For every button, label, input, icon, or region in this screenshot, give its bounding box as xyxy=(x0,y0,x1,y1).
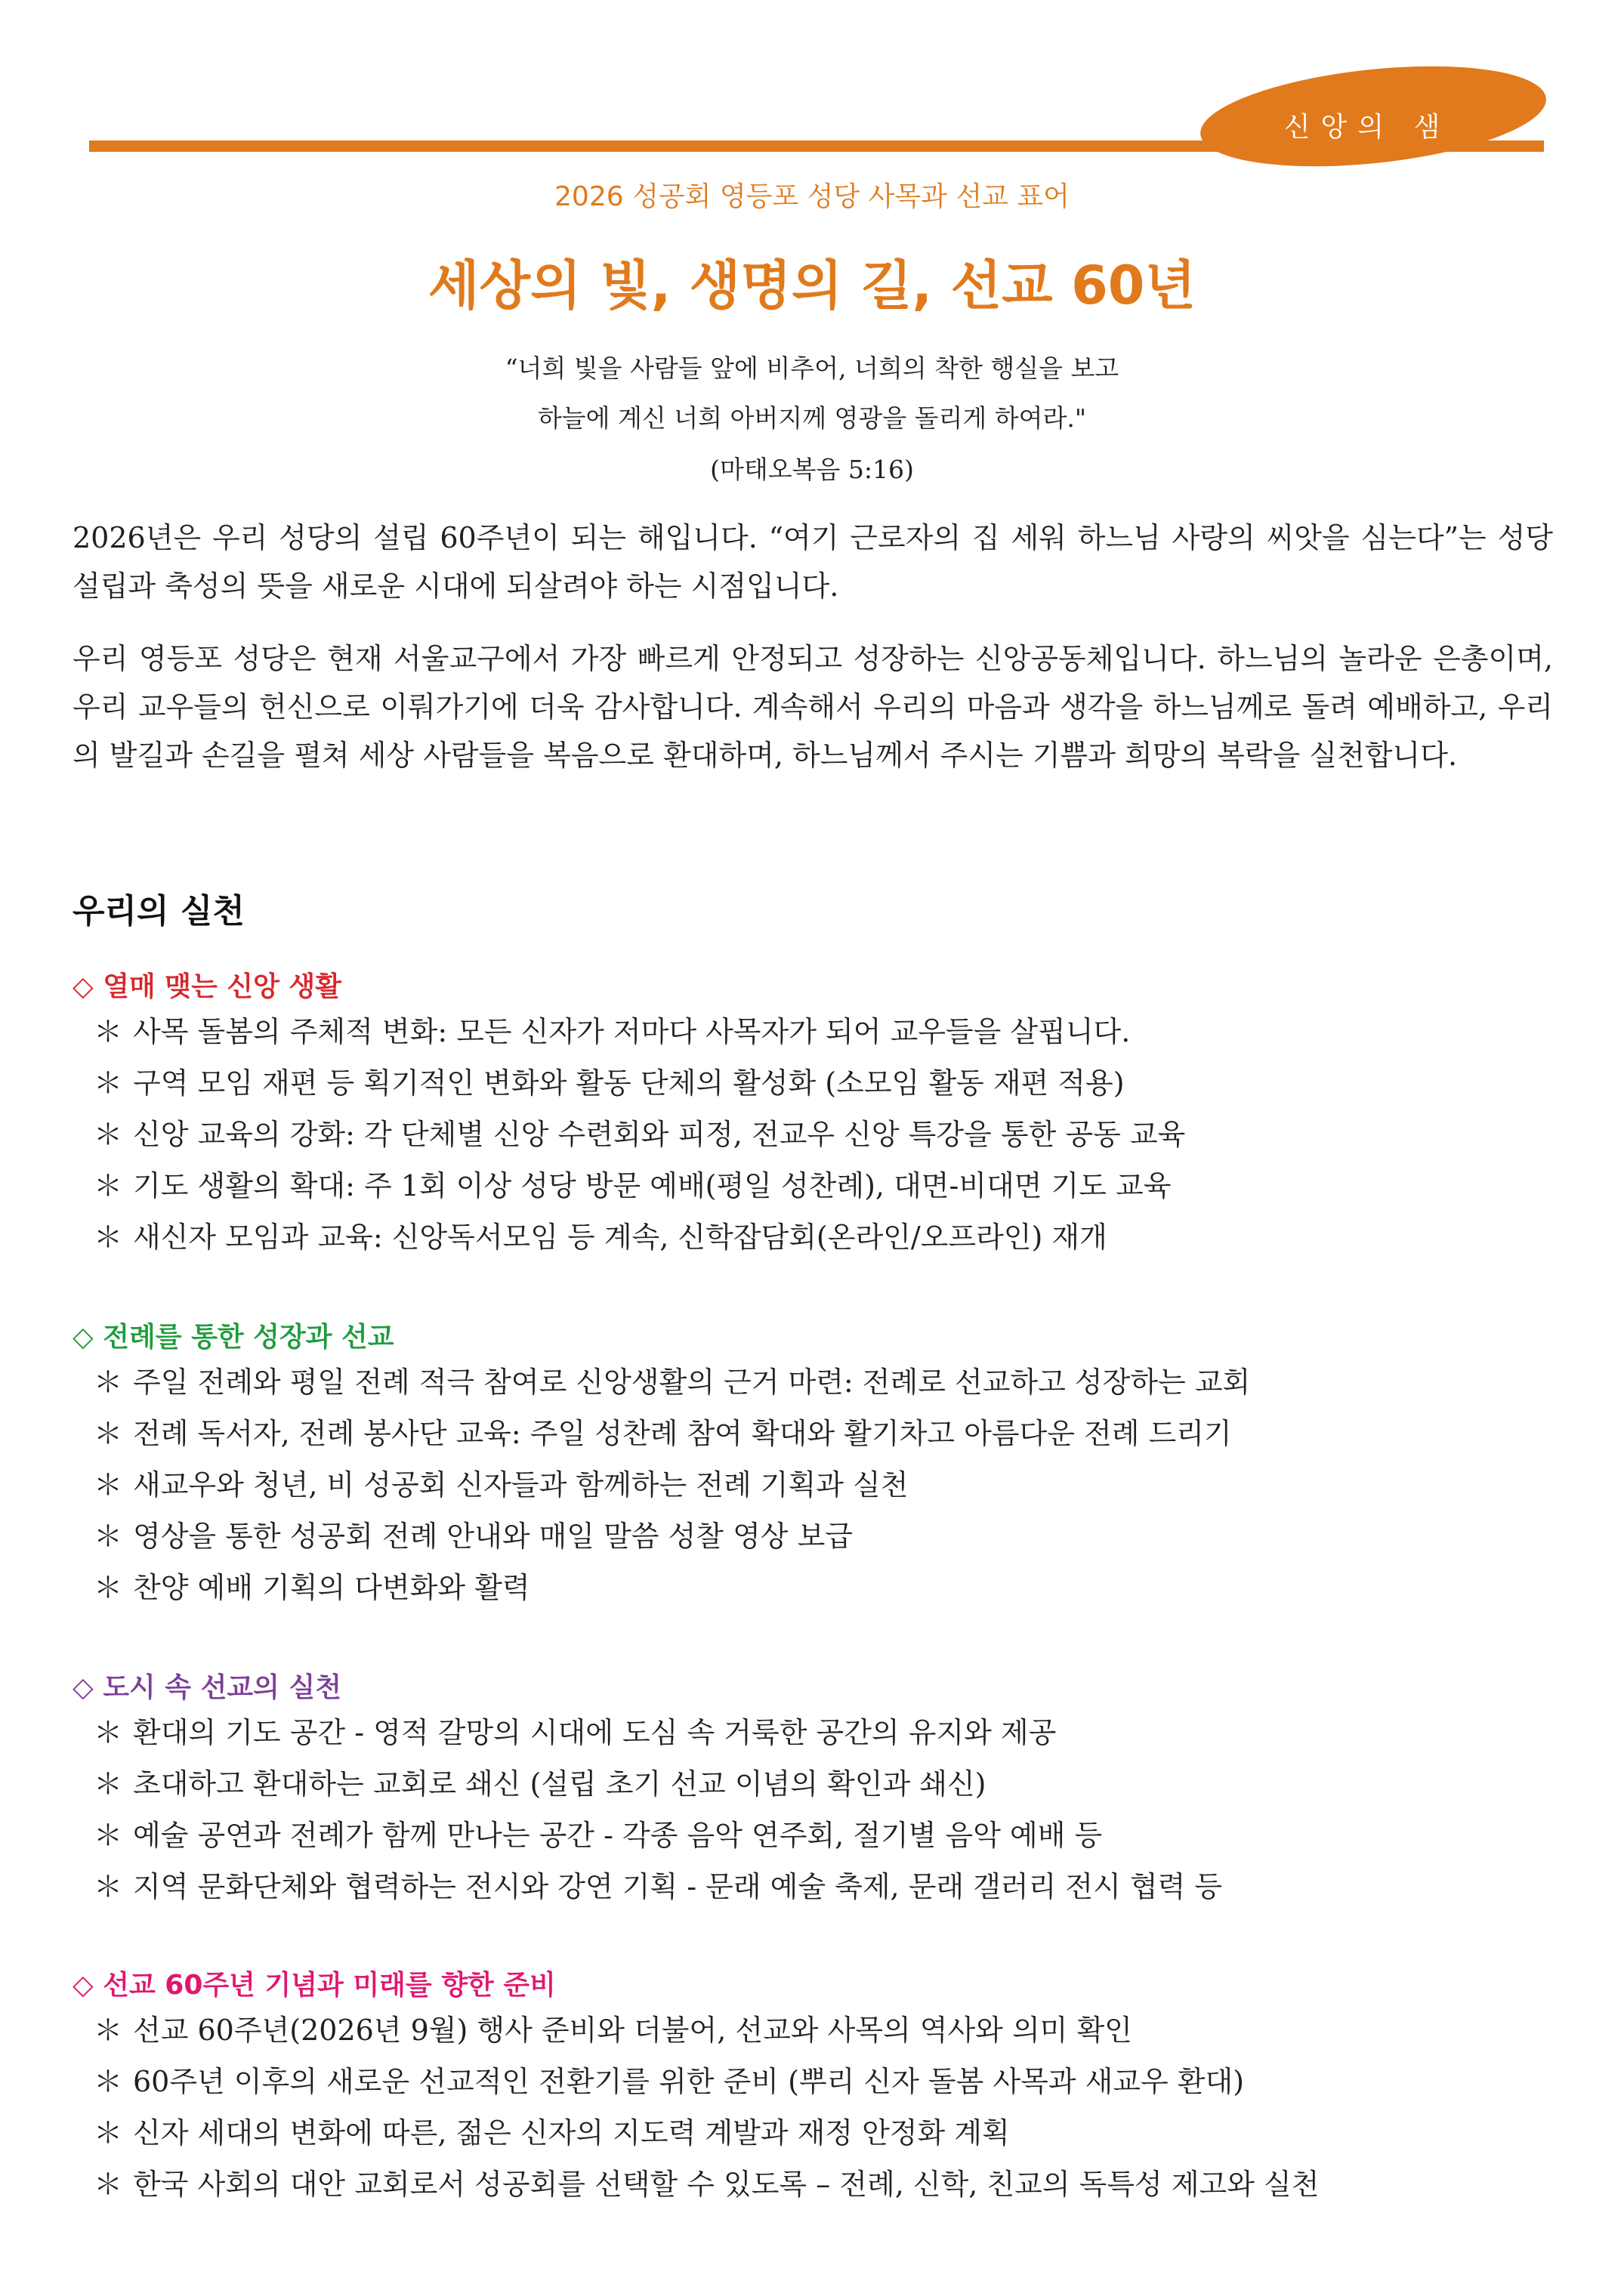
list-item: ＊ 기도 생활의 확대: 주 1회 이상 성당 방문 예배(평일 성찬례), 대면-비대면 기도 교육 xyxy=(73,1160,1553,1211)
group-title: ◇ 선교 60주년 기념과 미래를 향한 준비 xyxy=(73,1970,556,2001)
list-item: ＊ 찬양 예배 기획의 다변화와 활력 xyxy=(73,1562,1553,1613)
asterisk-bullet-icon: ＊ xyxy=(94,2065,123,2098)
body-paragraph: 우리 영등포 성당은 현재 서울교구에서 가장 빠르게 안정되고 성장하는 신앙공동체입니다. 하느님의 놀라운 은총이며, 우리 교우들의 헌신으로 이뤄가기에 더욱 감사합니다. 계속해서 우리의 마음과 생각을 하느님께로 돌려 예배하고, 우리의 발길과 손길을 펼쳐 세상 사람들을 복음으로 환대하며, 하느님께서 주시는 기쁨과 희망의 복락을 실천합니다. xyxy=(73,642,1553,772)
list-item: ＊ 새교우와 청년, 비 성공회 신자들과 함께하는 전례 기획과 실천 xyxy=(73,1459,1553,1511)
scripture-source: (마태오복음 5:16) xyxy=(710,455,914,484)
list-item: ＊ 전례 독서자, 전례 봉사단 교육: 주일 성찬례 참여 확대와 활기차고 아름다운 전례 드리기 xyxy=(73,1408,1553,1459)
list-item: ＊ 구역 모임 재편 등 획기적인 변화와 활동 단체의 활성화 (소모임 활동 재편 적용) xyxy=(73,1057,1553,1109)
scripture-quote-line2: 하늘에 계신 너희 아버지께 영광을 돌리게 하여라." xyxy=(537,403,1087,433)
asterisk-bullet-icon: ＊ xyxy=(94,1118,123,1151)
practice-group-urban-mission xyxy=(73,1669,1553,1912)
practice-group-faith xyxy=(73,968,1553,1263)
asterisk-bullet-icon: ＊ xyxy=(94,1366,123,1399)
asterisk-bullet-icon: ＊ xyxy=(94,1819,123,1852)
intro-paragraph: 2026년은 우리 성당의 설립 60주년이 되는 해입니다. “여기 근로자의 집 세워 하느님 사랑의 씨앗을 심는다”는 성당 설립과 축성의 뜻을 새로운 시대에 되살려야 하는 시점입니다. xyxy=(73,521,1553,603)
scripture-quote-line1: “너희 빛을 사람들 앞에 비추어, 너희의 착한 행실을 보고 xyxy=(505,353,1119,383)
page-subtitle: 2026 성공회 영등포 성당 사목과 선교 표어 xyxy=(554,181,1070,212)
asterisk-bullet-icon: ＊ xyxy=(94,1169,123,1202)
list-item: ＊ 한국 사회의 대안 교회로서 성공회를 선택할 수 있도록 – 전례, 신학, 친교의 독특성 제고와 실천 xyxy=(73,2159,1553,2210)
asterisk-bullet-icon: ＊ xyxy=(94,2014,123,2047)
list-item: ＊ 환대의 기도 공간 - 영적 갈망의 시대에 도심 속 거룩한 공간의 유지와 제공 xyxy=(73,1707,1553,1758)
list-item: ＊ 신앙 교육의 강화: 각 단체별 신앙 수련회와 피정, 전교우 신앙 특강을 통한 공동 교육 xyxy=(73,1109,1553,1160)
list-item: ＊ 신자 세대의 변화에 따른, 젊은 신자의 지도력 계발과 재정 안정화 계획 xyxy=(73,2107,1553,2159)
practice-group-liturgy xyxy=(73,1319,1553,1613)
asterisk-bullet-icon: ＊ xyxy=(94,1221,123,1254)
asterisk-bullet-icon: ＊ xyxy=(94,1066,123,1100)
section-badge-label: 신앙의 샘 xyxy=(1283,112,1451,143)
asterisk-bullet-icon: ＊ xyxy=(94,1571,123,1604)
group-title: ◇ 전례를 통한 성장과 선교 xyxy=(73,1322,394,1353)
asterisk-bullet-icon: ＊ xyxy=(94,2116,123,2150)
asterisk-bullet-icon: ＊ xyxy=(94,1468,123,1502)
list-item: ＊ 초대하고 환대하는 교회로 쇄신 (설립 초기 선교 이념의 확인과 쇄신) xyxy=(73,1758,1553,1810)
list-item: ＊ 영상을 통한 성공회 전례 안내와 매일 말씀 성찰 영상 보급 xyxy=(73,1511,1553,1562)
list-item: ＊ 60주년 이후의 새로운 선교적인 전환기를 위한 준비 (뿌리 신자 돌봄 사목과 새교우 환대) xyxy=(73,2056,1553,2107)
asterisk-bullet-icon: ＊ xyxy=(94,1870,123,1903)
asterisk-bullet-icon: ＊ xyxy=(94,1767,123,1801)
group-title: ◇ 도시 속 선교의 실천 xyxy=(73,1672,342,1703)
list-item: ＊ 지역 문화단체와 협력하는 전시와 강연 기획 - 문래 예술 축제, 문래 갤러리 전시 협력 등 xyxy=(73,1861,1553,1912)
asterisk-bullet-icon: ＊ xyxy=(94,1716,123,1749)
asterisk-bullet-icon: ＊ xyxy=(94,1417,123,1450)
list-item: ＊ 예술 공연과 전례가 함께 만나는 공간 - 각종 음악 연주회, 절기별 음악 예배 등 xyxy=(73,1810,1553,1861)
asterisk-bullet-icon: ＊ xyxy=(94,2168,123,2201)
page-title: 세상의 빛, 생명의 길, 선교 60년 xyxy=(428,255,1196,316)
group-title: ◇ 열매 맺는 신앙 생활 xyxy=(73,971,342,1002)
section-title: 우리의 실천 xyxy=(73,892,245,931)
asterisk-bullet-icon: ＊ xyxy=(94,1520,123,1553)
list-item: ＊ 선교 60주년(2026년 9월) 행사 준비와 더불어, 선교와 사목의 역사와 의미 확인 xyxy=(73,2005,1553,2056)
list-item: ＊ 새신자 모임과 교육: 신앙독서모임 등 계속, 신학잡담회(온라인/오프라인) 재개 xyxy=(73,1211,1553,1263)
asterisk-bullet-icon: ＊ xyxy=(94,1015,123,1048)
practice-group-60th-anniversary xyxy=(73,1967,1553,2210)
list-item: ＊ 주일 전례와 평일 전례 적극 참여로 신앙생활의 근거 마련: 전례로 선교하고 성장하는 교회 xyxy=(73,1357,1553,1408)
list-item: ＊ 사목 돌봄의 주체적 변화: 모든 신자가 저마다 사목자가 되어 교우들을 살핍니다. xyxy=(73,1006,1553,1057)
